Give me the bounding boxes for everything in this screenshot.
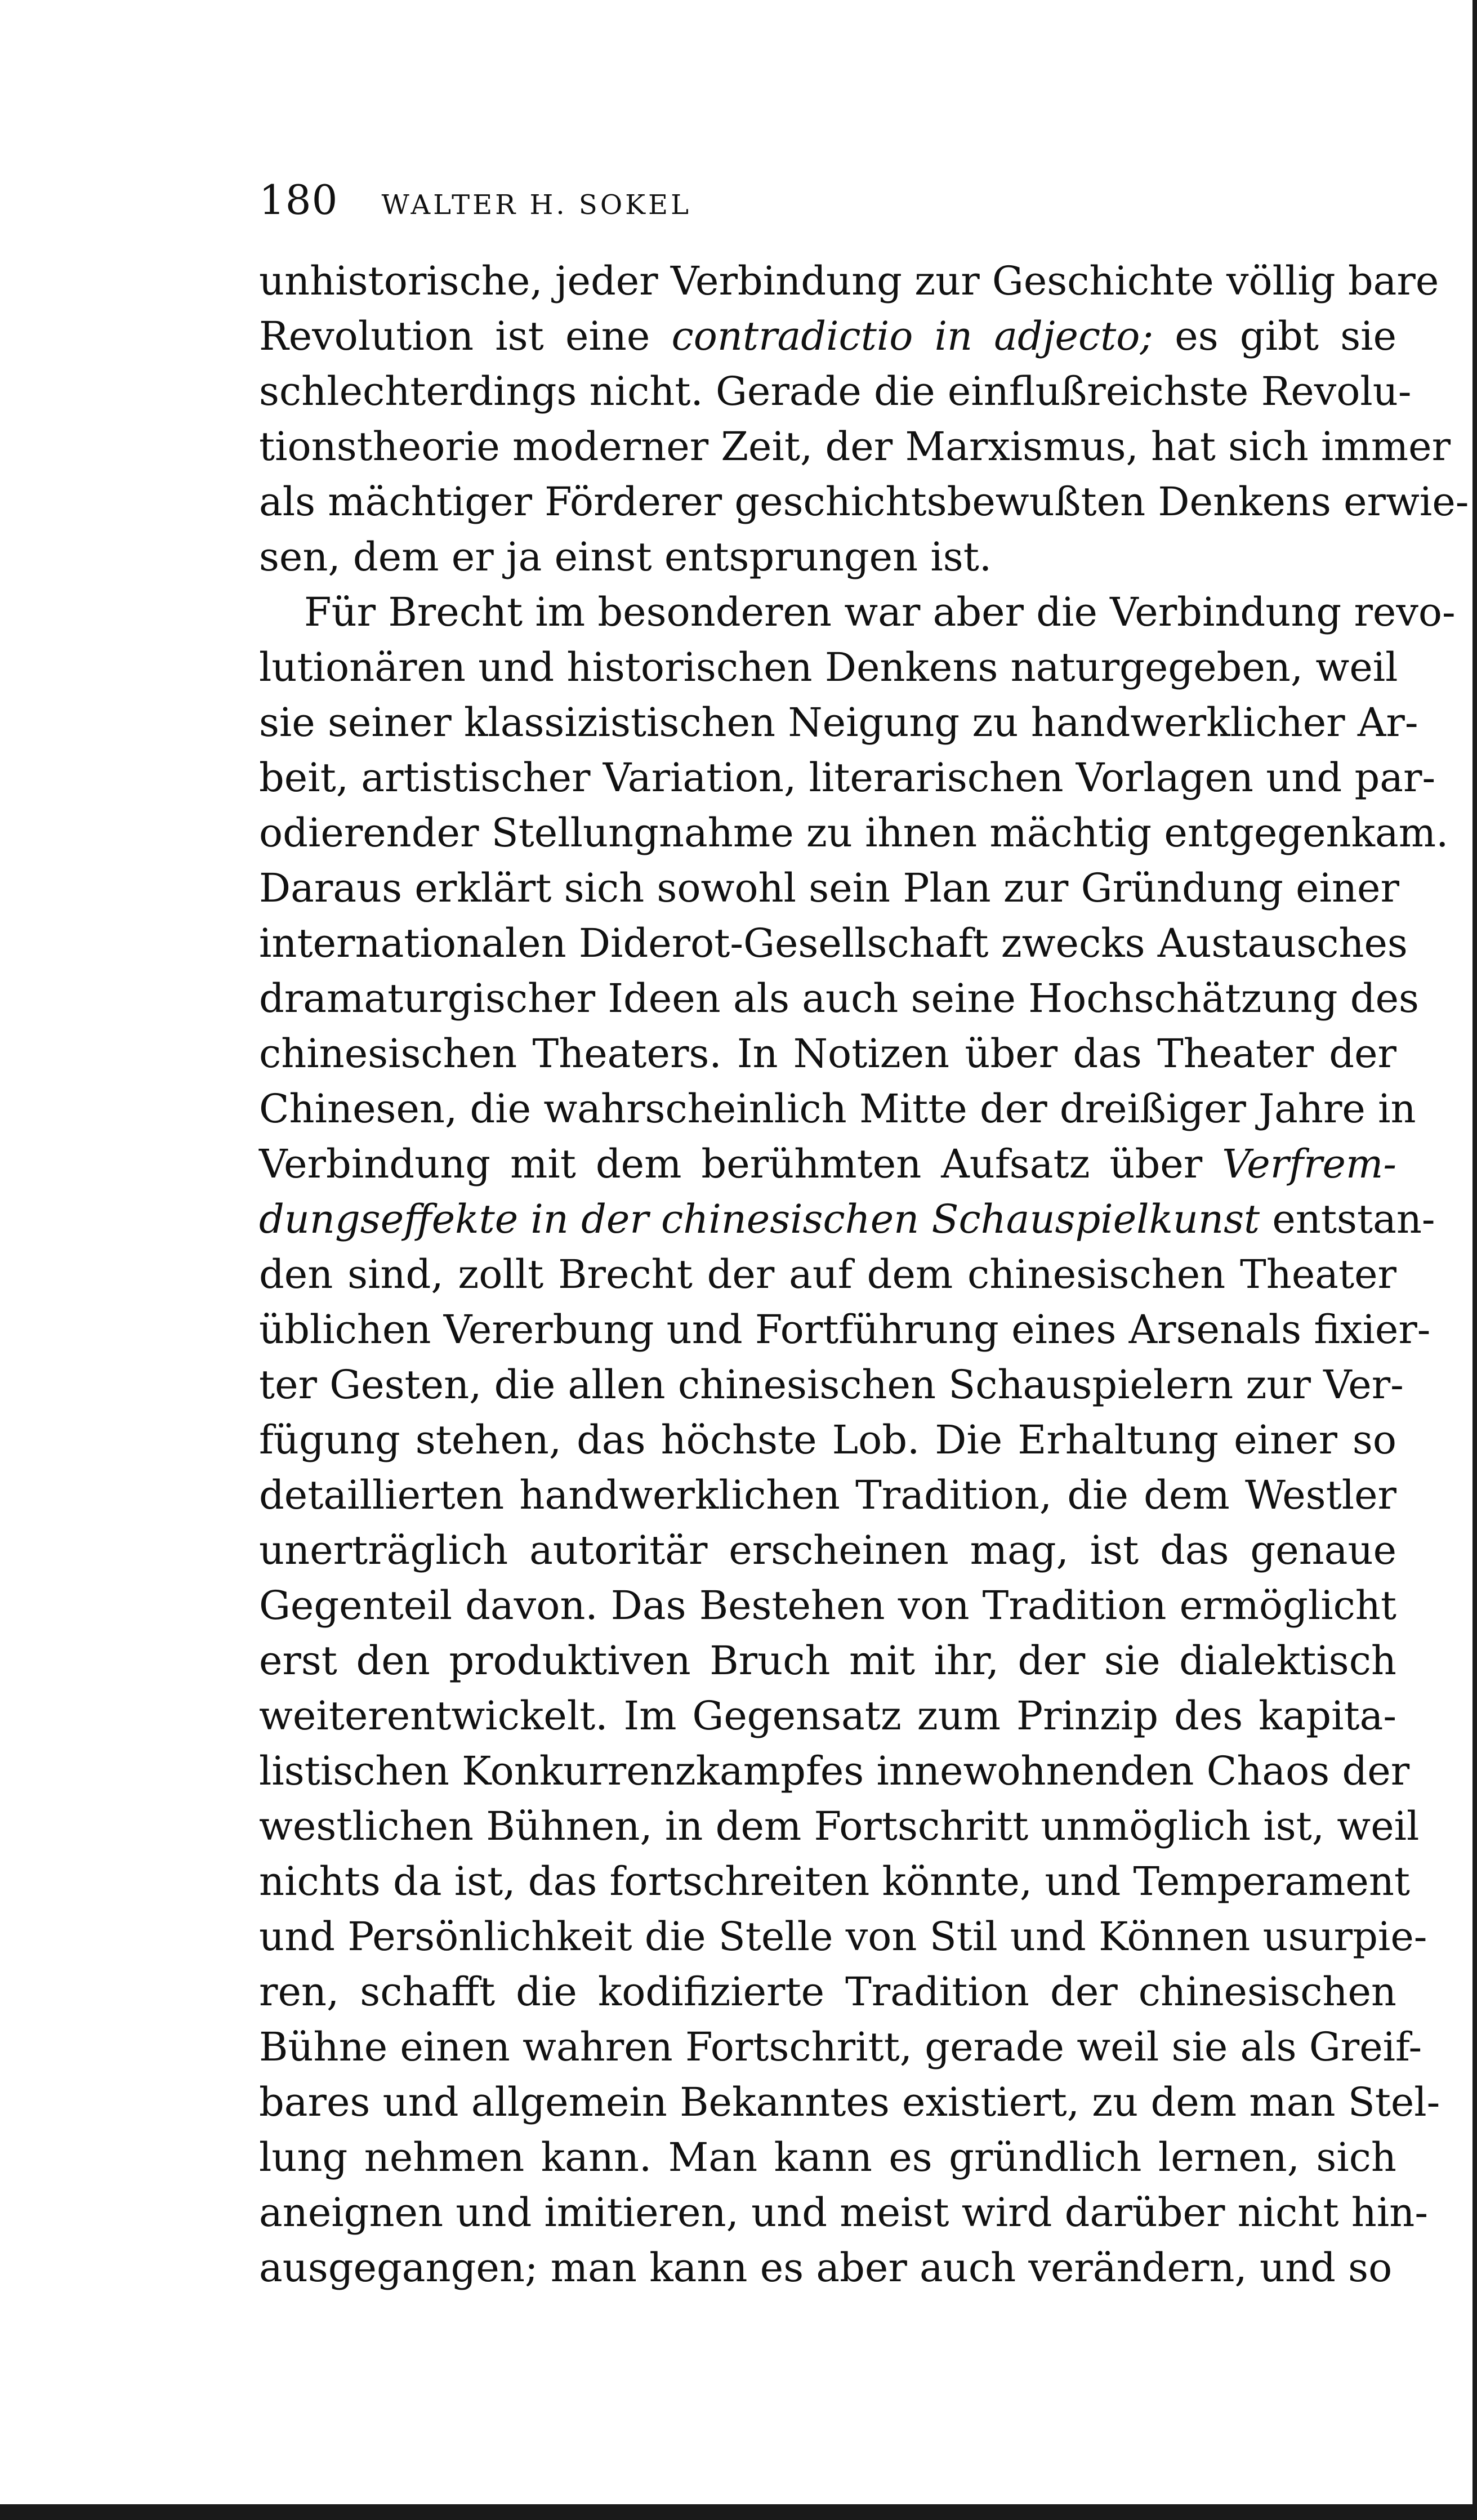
text-line: Verbindung mit dem berühmten Aufsatz über Verfrem- <box>259 1141 1396 1187</box>
scan-edge-bottom <box>0 2504 1477 2520</box>
text-line: unhistorische, jeder Verbindung zur Geschichte völlig bare <box>259 258 1439 304</box>
text-line: sen, dem er ja einst entsprungen ist. <box>259 534 992 580</box>
text-line: ren, schafft die kodifizierte Tradition der chinesischen <box>259 1969 1396 2015</box>
text-line: fügung stehen, das höchste Lob. Die Erhaltung einer so <box>259 1417 1396 1463</box>
text-line: schlechterdings nicht. Gerade die einflußreichste Revolu- <box>259 368 1412 414</box>
text-line: Chinesen, die wahrscheinlich Mitte der dreißiger Jahre in <box>259 1086 1416 1132</box>
text-line: als mächtiger Förderer geschichtsbewußten Denkens erwie- <box>259 479 1469 525</box>
text-line: Bühne einen wahren Fortschritt, gerade weil sie als Greif- <box>259 2024 1422 2070</box>
text-line: internationalen Diderot-Gesellschaft zwecks Austausches <box>259 920 1408 966</box>
text-line: und Persönlichkeit die Stelle von Stil und Können usurpie- <box>259 1914 1427 1960</box>
text-line: dramaturgischer Ideen als auch seine Hochschätzung des <box>259 975 1419 1022</box>
text-line: Daraus erklärt sich sowohl sein Plan zur Gründung einer <box>259 865 1399 911</box>
paragraph-2 <box>259 585 1456 2295</box>
text-line: unerträglich autoritär erscheinen mag, ist das genaue <box>259 1527 1396 1573</box>
text-line: odierender Stellungnahme zu ihnen mächtig entgegenkam. <box>259 810 1449 856</box>
body-text <box>259 253 1469 2295</box>
text-line: nichts da ist, das fortschreiten könnte, und Temperament <box>259 1858 1411 1905</box>
page-number: 180 <box>259 176 338 224</box>
scan-edge-right <box>1472 0 1477 2520</box>
paragraph-1 <box>259 253 1469 585</box>
text-line: lutionären und historischen Denkens naturgegeben, weil <box>259 644 1398 690</box>
page-header <box>259 169 691 231</box>
text-line: aneignen und imitieren, und meist wird darüber nicht hin- <box>259 2189 1429 2236</box>
text-line: detaillierten handwerklichen Tradition, die dem Westler <box>259 1472 1396 1518</box>
text-line: sie seiner klassizistischen Neigung zu handwerklicher Ar- <box>259 699 1418 746</box>
text-line: ausgegangen; man kann es aber auch verändern, und so <box>259 2245 1393 2291</box>
text-line: lung nehmen kann. Man kann es gründlich lernen, sich <box>259 2134 1396 2180</box>
text-line: weiterentwickelt. Im Gegensatz zum Prinzip des kapita- <box>259 1693 1396 1739</box>
text-line: erst den produktiven Bruch mit ihr, der sie dialektisch <box>259 1638 1396 1684</box>
text-line: bares und allgemein Bekanntes existiert, zu dem man Stel- <box>259 2079 1440 2125</box>
text-line: Gegenteil davon. Das Bestehen von Tradition ermöglicht <box>259 1582 1396 1629</box>
text-line: ter Gesten, die allen chinesischen Schauspielern zur Ver- <box>259 1362 1404 1408</box>
text-line: tionstheorie moderner Zeit, der Marxismus, hat sich immer <box>259 423 1451 470</box>
text-line: dungseffekte in der chinesischen Schauspielkunst entstan- <box>259 1196 1435 1242</box>
text-line: listischen Konkurrenzkampfes innewohnenden Chaos der <box>259 1748 1410 1794</box>
text-line: beit, artistischer Variation, literarischen Vorlagen und par- <box>259 755 1436 801</box>
text-line: chinesischen Theaters. In Notizen über das Theater der <box>259 1031 1396 1077</box>
running-head: WALTER H. SOKEL <box>381 189 691 221</box>
text-line: den sind, zollt Brecht der auf dem chinesischen Theater <box>259 1251 1396 1297</box>
text-line: Für Brecht im besonderen war aber die Verbindung revo- <box>304 589 1456 635</box>
text-line: westlichen Bühnen, in dem Fortschritt unmöglich ist, weil <box>259 1803 1420 1849</box>
text-line: üblichen Vererbung und Fortführung eines Arsenals fixier- <box>259 1306 1431 1353</box>
text-line: Revolution ist eine contradictio in adjecto; es gibt sie <box>259 313 1396 359</box>
